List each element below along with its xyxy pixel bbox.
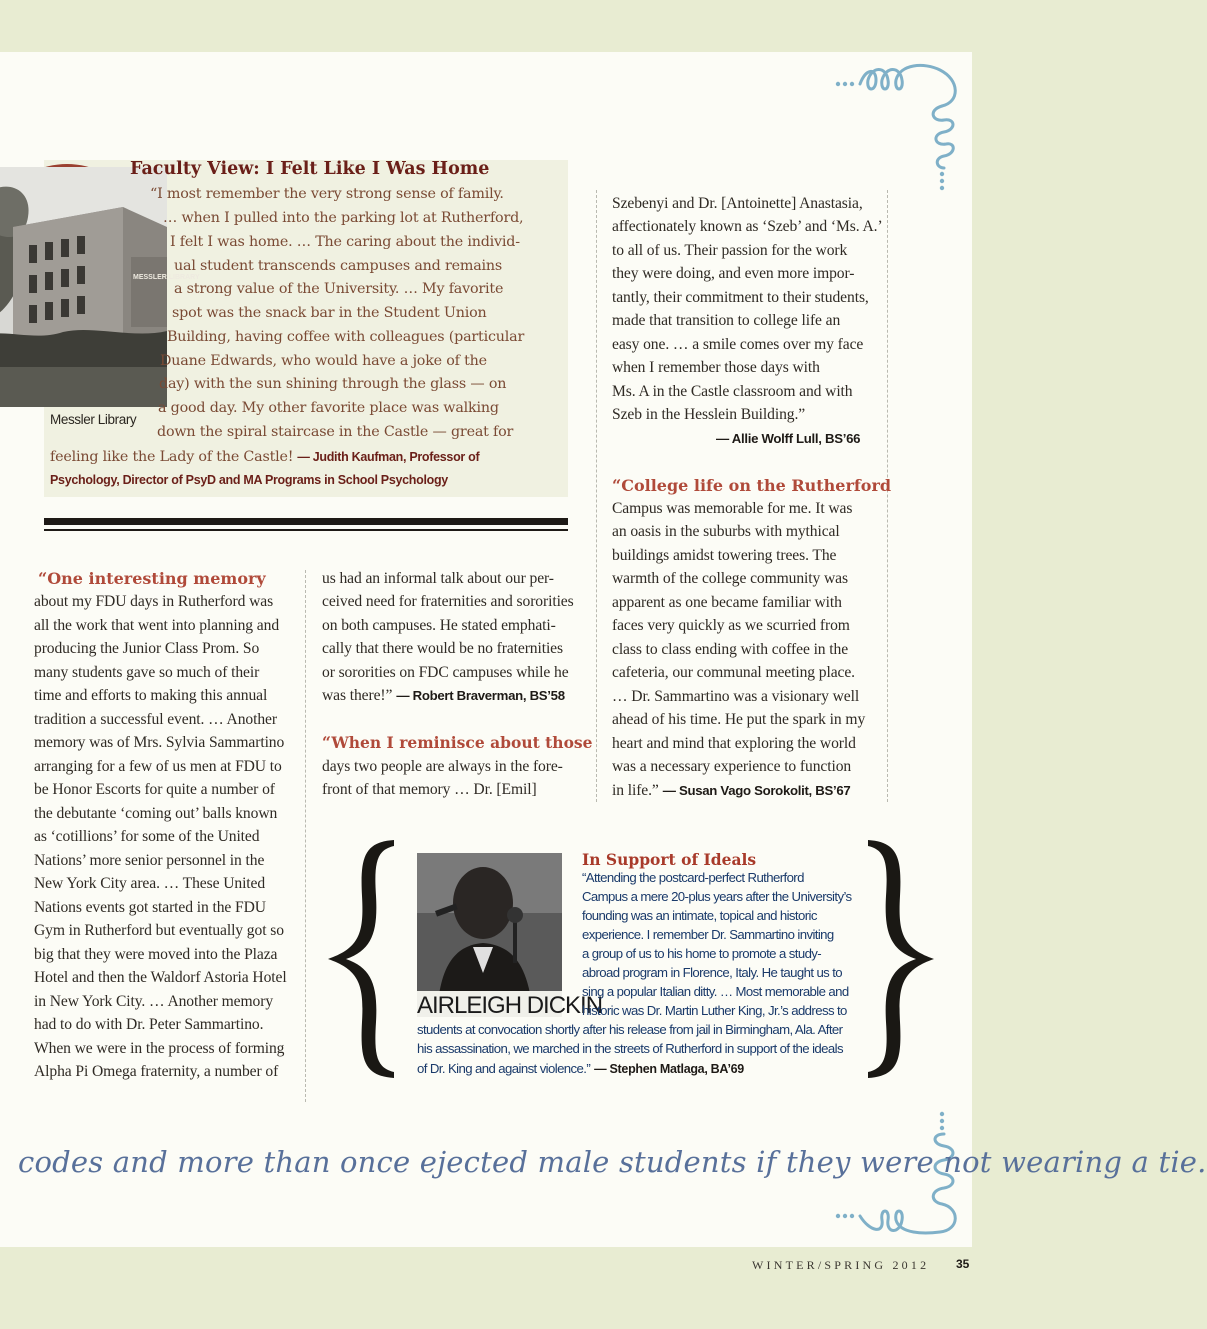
quote-line: When we were in the process of forming bbox=[34, 1040, 285, 1057]
ideals-line: his assassination, we marched in the streets of Rutherford in support of the ideals bbox=[417, 1041, 843, 1056]
quote-line: an oasis in the suburbs with mythical bbox=[612, 523, 840, 540]
faculty-line: feeling like the Lady of the Castle! bbox=[50, 449, 294, 465]
column-rule bbox=[596, 190, 597, 802]
quote-line: Nations’ more senior personnel in the bbox=[34, 852, 265, 869]
quote-line: had to do with Dr. Peter Sammartino. bbox=[34, 1016, 264, 1033]
quote-line: ahead of his time. He put the spark in my bbox=[612, 711, 866, 728]
quote-line: tantly, their commitment to their students, bbox=[612, 289, 869, 306]
ideals-line: sing a popular Italian ditty. … Most memorable and bbox=[582, 984, 849, 999]
faculty-line: down the spiral staircase in the Castle — great for bbox=[157, 424, 514, 440]
quote-line: when I remember those days with bbox=[612, 359, 820, 376]
quote-line: faces very quickly as we scurried from bbox=[612, 617, 850, 634]
ideals-line: Campus a mere 20-plus years after the University’s bbox=[582, 889, 852, 904]
faculty-last-line bbox=[50, 448, 479, 466]
quote-line: big that they were moved into the Plaza bbox=[34, 946, 278, 963]
middle-last-line bbox=[322, 687, 565, 705]
issue-label: WINTER/SPRING 2012 bbox=[752, 1258, 930, 1272]
faculty-view-title: Faculty View: I Felt Like I Was Home bbox=[130, 159, 490, 179]
ideals-title: In Support of Ideals bbox=[582, 850, 757, 869]
ideals-line: “Attending the postcard-perfect Rutherford bbox=[582, 870, 804, 885]
quote-line: in New York City. … Another memory bbox=[34, 993, 274, 1010]
quote-line: be Honor Escorts for quite a number of bbox=[34, 781, 275, 798]
quote-line: Szebenyi and Dr. [Antoinette] Anastasia, bbox=[612, 195, 863, 212]
ideals-line: of Dr. King and against violence.” bbox=[417, 1061, 591, 1076]
section-divider-thin bbox=[44, 529, 568, 531]
ideals-line: founding was an intimate, topical and historic bbox=[582, 908, 817, 923]
faculty-line: day) with the sun shining through the glass — on bbox=[159, 376, 507, 392]
quote-attribution: — Robert Braverman, BS’58 bbox=[396, 688, 565, 703]
column-rule bbox=[305, 570, 306, 1102]
faculty-line: ual student transcends campuses and remains bbox=[174, 258, 503, 274]
college-life-heading: “College life on the Rutherford bbox=[612, 476, 892, 495]
page-number: 35 bbox=[956, 1257, 970, 1271]
faculty-line: … when I pulled into the parking lot at Rutherford, bbox=[163, 210, 524, 226]
faculty-line: Building, having coffee with colleagues (particular bbox=[167, 329, 525, 345]
interesting-memory-heading: “One interesting memory bbox=[38, 569, 266, 588]
quote-line: apparent as one became familiar with bbox=[612, 594, 842, 611]
ideals-line: experience. I remember Dr. Sammartino inviting bbox=[582, 927, 834, 942]
library-sign-text: MESSLER LIBRARY bbox=[133, 274, 200, 281]
ideals-line: a group of us to his home to promote a study- bbox=[582, 946, 822, 961]
quote-line: buildings amidst towering trees. The bbox=[612, 547, 837, 564]
photo-banner-text: AIRLEIGH DICKIN bbox=[417, 992, 603, 1019]
quote-line: Nations events got started in the FDU bbox=[34, 899, 266, 916]
quote-line: Szeb in the Hesslein Building.” bbox=[612, 406, 806, 423]
faculty-line: Duane Edwards, who would have a joke of the bbox=[160, 353, 487, 369]
left-brace-icon bbox=[320, 836, 400, 1082]
quote-line: ceived need for fraternities and sororities bbox=[322, 593, 574, 610]
quote-line: time and efforts to making this annual bbox=[34, 687, 268, 704]
right-brace-icon bbox=[862, 836, 942, 1082]
quote-line: the debutante ‘coming out’ balls known bbox=[34, 805, 278, 822]
quote-line: front of that memory … Dr. [Emil] bbox=[322, 781, 537, 798]
quote-line: made that transition to college life an bbox=[612, 312, 841, 329]
quote-line: or sororities on FDC campuses while he bbox=[322, 664, 569, 681]
quote-line: days two people are always in the fore- bbox=[322, 758, 563, 775]
quote-line: Gym in Rutherford but eventually got so bbox=[34, 922, 284, 939]
faculty-line: “I most remember the very strong sense of family. bbox=[150, 186, 504, 202]
quote-line: Campus was memorable for me. It was bbox=[612, 500, 853, 517]
ideals-attribution: — Stephen Matlaga, BA’69 bbox=[594, 1062, 744, 1076]
reminisce-heading: “When I reminisce about those bbox=[322, 733, 593, 752]
quote-line: was a necessary experience to function bbox=[612, 758, 852, 775]
quote-line: Hotel and then the Waldorf Astoria Hotel bbox=[34, 969, 287, 986]
quote-line: in life.” bbox=[612, 782, 659, 799]
mlk-photo bbox=[417, 853, 603, 1019]
quote-line: all the work that went into planning and bbox=[34, 617, 280, 634]
quote-line: on both campuses. He stated emphati- bbox=[322, 617, 556, 634]
swirl-ornament-top-icon bbox=[832, 62, 972, 196]
quote-line: us had an informal talk about our per- bbox=[322, 570, 554, 587]
quote-line: as ‘cotillions’ for some of the United bbox=[34, 828, 260, 845]
ideals-line: students at convocation shortly after his release from jail in Birmingham, Ala. After bbox=[417, 1022, 843, 1037]
quote-line: many students gave so much of their bbox=[34, 664, 260, 681]
faculty-line: a good day. My other favorite place was walking bbox=[158, 400, 499, 416]
quote-line: to all of us. Their passion for the work bbox=[612, 242, 848, 259]
quote-line: memory was of Mrs. Sylvia Sammartino bbox=[34, 734, 285, 751]
quote-attribution: — Allie Wolff Lull, BS’66 bbox=[716, 431, 861, 446]
ideals-line: abroad program in Florence, Italy. He taught us to bbox=[582, 965, 843, 980]
quote-line: they were doing, and even more impor- bbox=[612, 265, 855, 282]
quote-line: class to class ending with coffee in the bbox=[612, 641, 849, 658]
quote-line: tradition a successful event. … Another bbox=[34, 711, 277, 728]
quote-line: warmth of the college community was bbox=[612, 570, 848, 587]
quote-line: … Dr. Sammartino was a visionary well bbox=[612, 688, 860, 705]
quote-line: cafeteria, our communal meeting place. bbox=[612, 664, 855, 681]
quote-line: heart and mind that exploring the world bbox=[612, 735, 856, 752]
quote-line: Alpha Pi Omega fraternity, a number of bbox=[34, 1063, 279, 1080]
ideals-last-line bbox=[417, 1060, 744, 1078]
script-pull-quote: codes and more than once ejected male students if they were not wearing a tie. bbox=[18, 1145, 1207, 1179]
quote-line: Ms. A in the Castle classroom and with bbox=[612, 383, 853, 400]
faculty-attribution-title: Psychology, Director of PsyD and MA Programs in School Psychology bbox=[50, 473, 448, 487]
faculty-line: I felt I was home. … The caring about the individ- bbox=[170, 234, 520, 250]
quote-line: was there!” bbox=[322, 687, 393, 704]
faculty-line: a strong value of the University. … My favorite bbox=[174, 281, 504, 297]
quote-line: about my FDU days in Rutherford was bbox=[34, 593, 274, 610]
photo-caption: Messler Library bbox=[50, 412, 137, 427]
messler-library-photo bbox=[0, 164, 200, 404]
faculty-line: spot was the snack bar in the Student Union bbox=[172, 305, 487, 321]
faculty-attribution: — Judith Kaufman, Professor of bbox=[297, 450, 480, 464]
section-divider bbox=[44, 518, 568, 525]
column-rule bbox=[887, 190, 888, 802]
quote-line: New York City area. … These United bbox=[34, 875, 266, 892]
quote-line: easy one. … a smile comes over my face bbox=[612, 336, 864, 353]
quote-line: producing the Junior Class Prom. So bbox=[34, 640, 260, 657]
quote-line: arranging for a few of us men at FDU to bbox=[34, 758, 282, 775]
college-life-last-line bbox=[612, 782, 850, 800]
ideals-line: historic was Dr. Martin Luther King, Jr.’s address to bbox=[582, 1003, 847, 1018]
quote-line: affectionately known as ‘Szeb’ and ‘Ms. A.’ bbox=[612, 218, 883, 235]
quote-attribution: — Susan Vago Sorokolit, BS’67 bbox=[662, 783, 851, 798]
quote-line: cally that there would be no fraternities bbox=[322, 640, 563, 657]
